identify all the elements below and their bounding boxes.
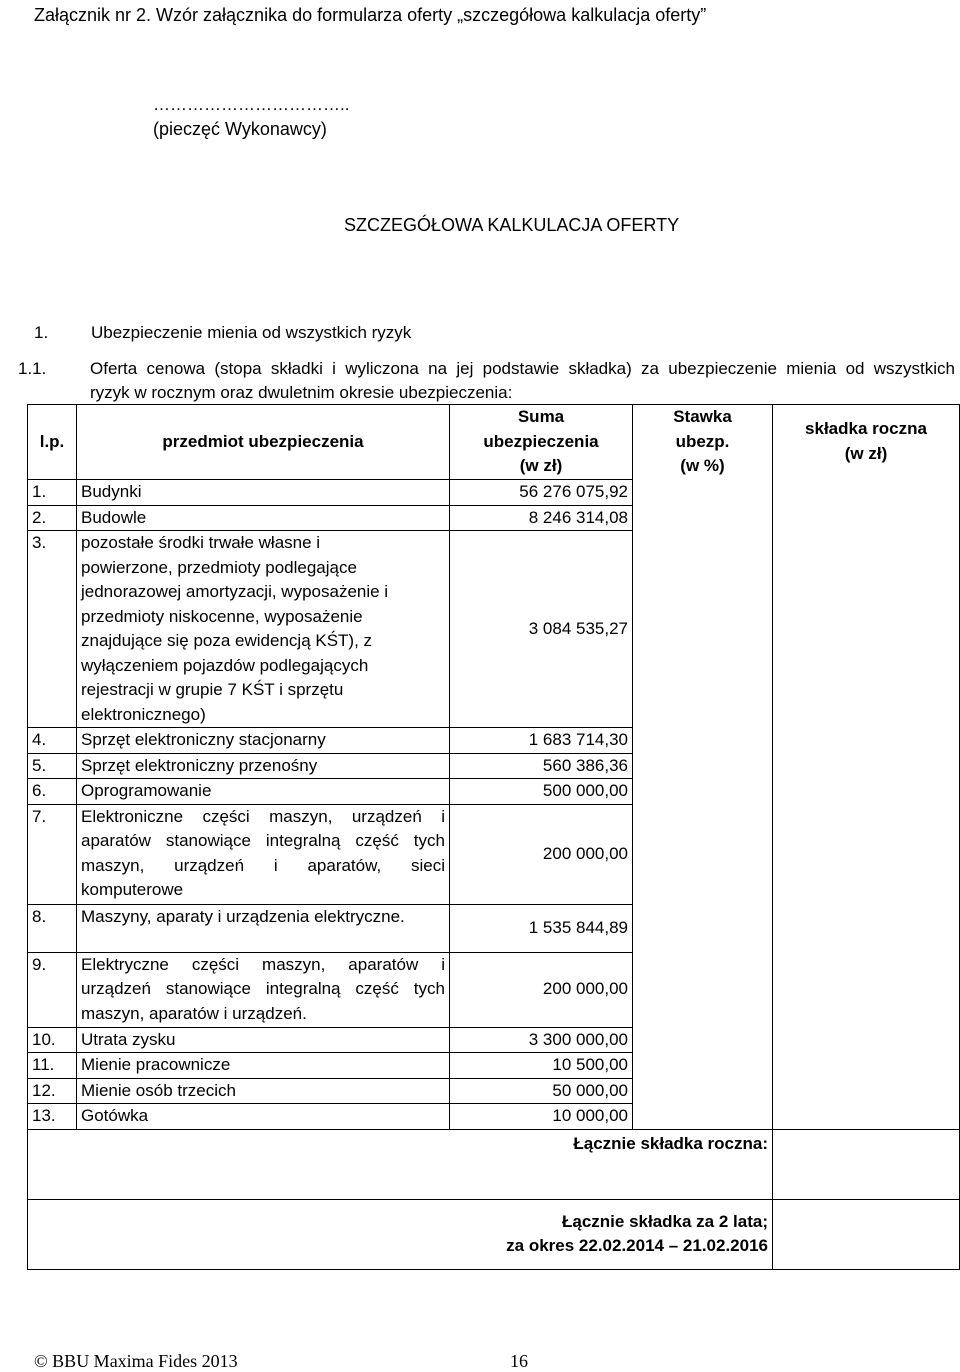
table-row: 1. Budynki 56 276 075,92 [28, 480, 960, 506]
subsection-number: 1.1. [18, 359, 47, 378]
table-row: 13. Gotówka 10 000,00 [28, 1104, 960, 1130]
table-row: 11. Mienie pracownicze 10 500,00 [28, 1053, 960, 1079]
footer-company: © BBU Maxima Fides 2013 [34, 1351, 238, 1371]
total-two-years-row [28, 1199, 960, 1269]
attachment-title: Załącznik nr 2. Wzór załącznika do formularza oferty „szczegółowa kalkulacja oferty” [34, 5, 707, 25]
header-sum: Suma ubezpieczenia (w zł) [450, 405, 633, 480]
table-row: 12. Mienie osób trzecich 50 000,00 [28, 1078, 960, 1104]
calculation-table [27, 404, 960, 1270]
subsection-text-line1: Oferta cenowa (stopa składki i wyliczona na jej podstawie składka) za ubezpieczenie mienia od wszystkich [90, 359, 955, 378]
stamp-dots: …………………………….. [153, 95, 350, 114]
table-row: 5. Sprzęt elektroniczny przenośny 560 386,36 [28, 753, 960, 779]
table-row: 4. Sprzęt elektroniczny stacjonarny 1 683 714,30 [28, 728, 960, 754]
document-title: SZCZEGÓŁOWA KALKULACJA OFERTY [344, 215, 680, 235]
table-header-row [28, 405, 960, 480]
table-row: 8. Maszyny, aparaty i urządzenia elektryczne. 1 535 844,89 [28, 904, 960, 952]
footer-page-number: 16 [510, 1351, 528, 1371]
subsection-text-line2: ryzyk w rocznym oraz dwuletnim okresie ubezpieczenia: [90, 383, 513, 402]
header-premium: składka roczna (w zł) [773, 405, 960, 1130]
total-two-years-label: Łącznie składka za 2 lata; za okres 22.02.2014 – 21.02.2016 [28, 1199, 773, 1269]
stamp-label: (pieczęć Wykonawcy) [153, 119, 327, 139]
section-title: Ubezpieczenie mienia od wszystkich ryzyk [91, 323, 412, 342]
table-row: 3. pozostałe środki trwałe własne i powierzone, przedmioty podlegające jednorazowej amortyzacji, wyposażenie i przedmioty niskocenne, wyposażenie znajdujące się poza ewidencją KŚT), z wyłączeniem pojazdów podlegających rejestracji w grupie 7 KŚT i sprzętu elektronicznego) 3 084 535,27 [28, 531, 960, 728]
section-number: 1. [34, 323, 49, 342]
table-row: 9. Elektryczne części maszyn, aparatów i urządzeń stanowiące integralną część tych maszyn, aparatów i urządzeń. 200 000,00 [28, 952, 960, 1027]
header-subject: przedmiot ubezpieczenia [77, 405, 450, 480]
table-row: 2. Budowle 8 246 314,08 [28, 505, 960, 531]
table-row: 7. Elektroniczne części maszyn, urządzeń i aparatów stanowiące integralną część tych maszyn, urządzeń i aparatów, sieci komputerowe 200 000,00 [28, 804, 960, 904]
header-rate: Stawka ubezp. (w %) [633, 405, 773, 1130]
total-annual-value [773, 1129, 960, 1199]
total-annual-label: Łącznie składka roczna: [28, 1129, 773, 1199]
table-row: 10. Utrata zysku 3 300 000,00 [28, 1027, 960, 1053]
total-annual-row [28, 1129, 960, 1199]
table-row: 6. Oprogramowanie 500 000,00 [28, 779, 960, 805]
total-two-years-value [773, 1199, 960, 1269]
header-lp: l.p. [28, 405, 77, 480]
